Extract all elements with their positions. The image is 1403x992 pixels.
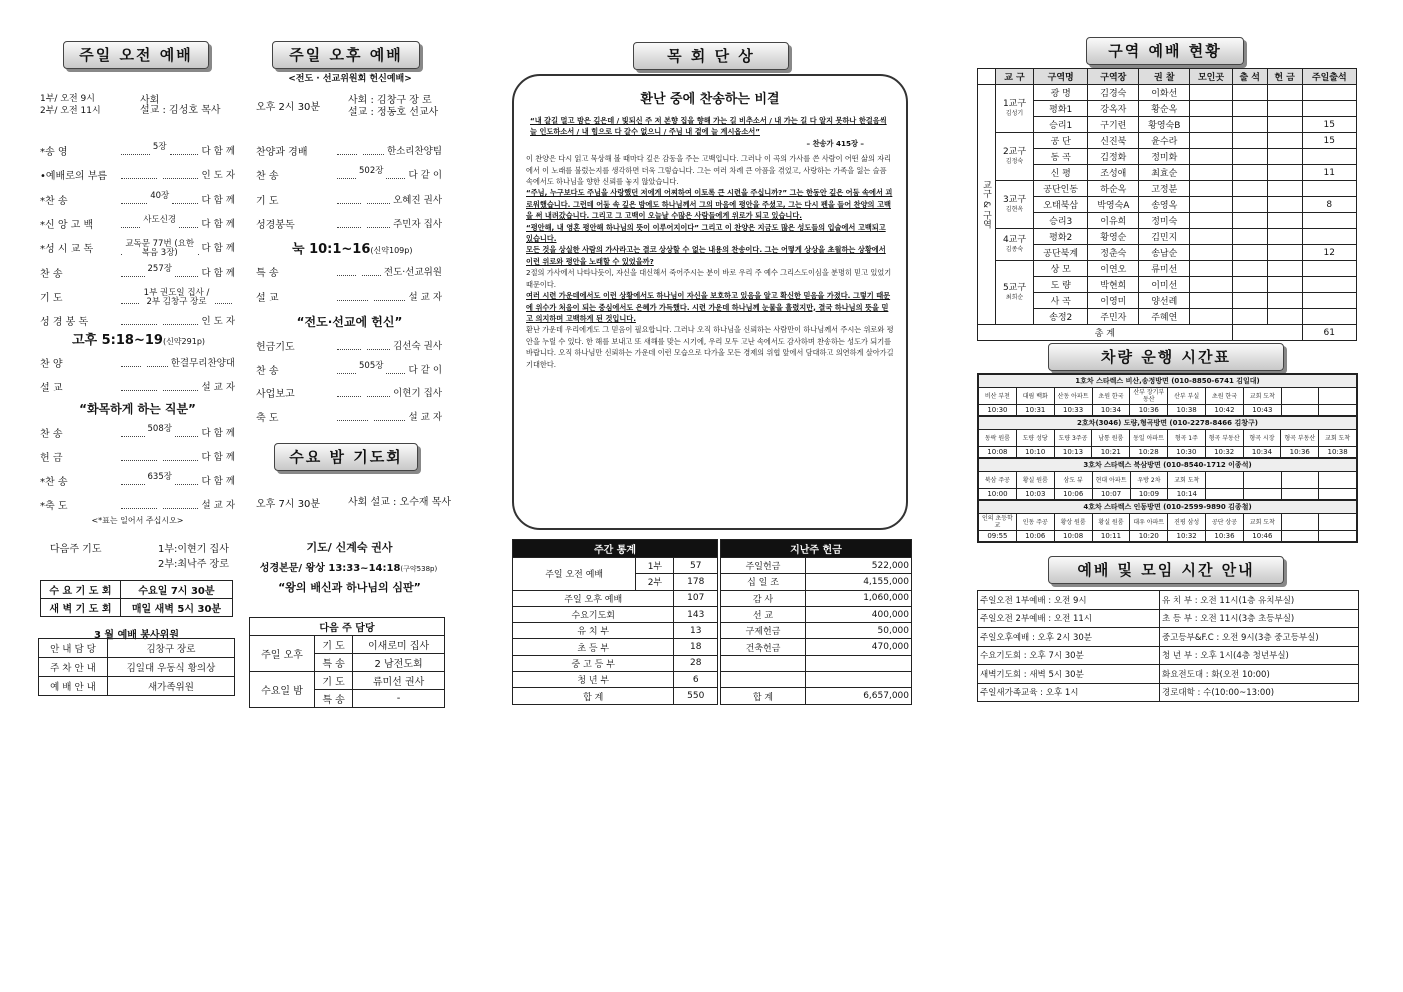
cell-group-row: 4교구 김종숙 평화2 황영순 김민지 [978,229,1357,245]
service-item: 특 송 전도·선교위원 [256,264,442,279]
service-item: *찬 송 635장 다 함 께 [40,472,236,488]
next-prayer-2: 2부:최낙주 장로 [158,559,229,570]
servants-table: 안 내 담 당 김창구 장로 주 차 안 내 김일대 우동식 황의상 예 배 안 내 새가족위원 [38,638,235,696]
service-time-2: 2부/ 오전 11시 [40,106,101,116]
sermon-paragraph-3: “평안해, 내 영혼 평안해 하나님의 뜻이 이루어지이다” 그리고 이 찬양은 지금도 많은 성도들의 입술에서 고백되고 있습니다. [526,222,886,244]
afternoon-leader: 사회 : 김창구 장 로 [348,95,432,106]
service-item: 축 도 설 교 자 [256,409,442,424]
afternoon-subtitle: <전도 · 선교위원회 헌신예배> [288,74,412,84]
afternoon-service-header: 주일 오후 예배 [272,41,420,69]
servants-title: 3 월 예배 봉사위원 [93,630,180,641]
cell-group-row: 2교구 김정숙 공 단 신진북 윤수라 15 [978,133,1357,149]
offering-row: 합 계 6,657,000 [721,688,912,704]
cell-group-row: 신 평 조성애 최효순 11 [978,165,1357,181]
afternoon-preacher: 설교 : 정동호 선교사 [348,107,439,118]
service-item: *축 도 설 교 자 [40,497,235,512]
afternoon-scripture: 눅 10:1~16(신약109p) [292,242,413,257]
wed-leader: 사회 설교 : 오수재 목사 [348,497,452,508]
cell-group-row: 승리1 구기련 황영숙B 15 [978,117,1357,133]
offering-row: 감 사 1,060,000 [721,590,912,606]
service-item: •예배로의 부름 인 도 자 [40,167,235,182]
cell-group-row: 승리3 이유희 정미숙 [978,213,1357,229]
bus-schedule [977,373,1358,543]
cell-group-table: 교 구 구역명 구역장 권 찰 모인곳 출 석 헌 금 주일출석 교구 & 구역 1교구 김성기 광 명 김경숙 이화선 평화1 강옥자 황순옥 승리1 구기련 황영숙B 15 2교구 김정숙 공 단 신진북 윤수라 15 동 곡 김정화 정미화 신 평 조성애 최효순 11 3교구 김현옥 공단인동 하순옥 고정분 오태북삼 박영숙A 송영옥 8 승리3 이유희 정미숙 4교구 김종숙 평화2 황영순 김민지 공단북계 정춘숙 송남순 12 5교구 최희순 상 모 이연오 류미선 도 량 박현희 이미선 사 곡 이영미 양선례 송정2 주민자 주혜연 총 계 61 [977,68,1357,341]
wed-prayer: 기도/ 신계숙 권사 [306,541,393,554]
sermon-paragraph-6: 여러 시련 가운데에서도 이런 상황에서도 하나님이 자신을 보호하고 있음을 알고 확신한 믿음을 가졌다. 그렇기 때문에 위수가 처음이 되는 중심에서도 은혜가 가득했다. 시련 가운데 하나님께 눈물을 흘렸지만, 결국 하나님의 뜻을 믿고 의지하며 고백하게 된 것입니다. [526,291,891,323]
cell-group-row: 송정2 주민자 주혜연 [978,309,1357,325]
bus-route: 2호차(3046) 도량,형곡방면 (010-2278-8466 김창구) 동락 원룸 도량 성당 도량 3주공 남통 원룸 동일 아파트 형곡 1주 형곡 부동산 형곡 시장 형곡 부동산 교회 도착 10:08 10:10 10:13 10:21 10:28 10:30 10:32 10:34 10:36 10:38 [978,416,1357,458]
bus-route: 3호차 스타렉스 북삼방면 (010-8540-1712 이종석) 북삼 주공 황실 원룸 삼도 뷰 현대 아파트 우방 2차 교회 도착 10:00 10:03 10:06 10:07 10:09 10:14 [978,458,1357,500]
pastor-column-box [512,74,908,530]
stats-row: 합 계 550 [513,688,718,704]
next-week-table: 다음 주 담당 주일 오후 기 도 이새로미 집사 특 송 2 남전도회 수요일 밤 기 도 류미선 권사 특 송 - [249,617,445,708]
cell-group-row: 오태북삼 박영숙A 송영옥 8 [978,197,1357,213]
stats-row: 초 등 부 18 [513,639,718,655]
service-item: *찬 송 40장 다 함 께 [40,190,236,207]
stats-row: 2부 178 [513,574,718,590]
cell-group-row: 교구 & 구역 1교구 김성기 광 명 김경숙 이화선 [978,85,1357,101]
cell-group-row: 평화1 강옥자 황순옥 [978,101,1357,117]
bus-route: 4호차 스타렉스 인동방면 (010-2599-9890 김종철) 인의 초등학교 인동 주공 황상 원룸 황실 원룸 대우 아파트 진평 삼성 공단 상공 교회 도착 09:55 10:06 10:08 10:11 10:20 10:32 10:36 10:46 [978,500,1357,542]
service-item: 성 경 봉 독 인 도 자 [40,313,235,328]
morning-service-header: 주일 오전 예배 [63,41,209,69]
sermon-heading: 환난 중에 찬송하는 비결 [640,92,780,107]
preacher-line: 설교 : 김성호 목사 [140,105,221,116]
service-item: 찬 송 257장 다 함 께 [40,263,236,280]
sermon-paragraph-5: 2절의 가사에서 나타나듯이, 자신을 대신해서 죽어주시는 분이 바로 우리 주 예수 그리스도이심을 분명히 믿고 있었기 때문이다. [526,268,892,289]
service-item: 찬 송 505장 다 같 이 [256,360,443,377]
offering-row [721,655,912,671]
next-prayer-label: 다음주 기도 [50,544,102,555]
service-item: 설 교 설 교 자 [256,289,442,304]
offering-row: 구제헌금 50,000 [721,623,912,639]
offering-row [721,672,912,688]
meeting-row: 주일오전 2부예배 : 오전 11시 초 등 부 : 오전 11시(3층 초등부실) [978,609,1359,628]
offering-table: 지난주 헌금 주일헌금 522,000 십 일 조 4,155,000 감 사 1,060,000 선 교 400,000 구제헌금 50,000 건축헌금 470,000 합 계 6,657,000 [720,539,912,705]
cell-group-row: 도 량 박현희 이미선 [978,277,1357,293]
service-item: 기 도 1부 권도일 집사 / 2부 김창구 장로 [40,289,235,307]
service-item: 성경봉독 주민자 집사 [256,216,442,231]
offering-row: 주일헌금 522,000 [721,558,912,574]
wed-sermon: “왕의 배신과 하나님의 심판” [278,581,421,594]
cell-group-row: 사 곡 이영미 양선례 [978,293,1357,309]
sermon-paragraph-7: 환난 가운데 우리에게도 그 믿음이 필요합니다. 그러나 오직 하나님을 신뢰하는 사람만이 하나님께서 주시는 위로와 평안을 누릴 수 있다. 한 해를 보내고 또 새해를 맞는 시기에, 우리 모두 고난 속에서도 감사하며 찬송하는 성도가 되기를 바랍니다. 오직 하나님만 신뢰하는 가운데 이런 모습으로 다가올 모든 경제의 위협 앞에서 담대하고 의연하게 살아가길 기대한다. [526,325,894,369]
service-item: *성 시 교 독 교독문 77번 (요한복음 3장) 다 함 께 [40,239,236,259]
service-item: 찬 송 502장 다 같 이 [256,166,443,183]
morning-scripture: 고후 5:18~19(신약291p) [72,333,206,348]
meeting-row: 수요기도회 : 오후 7시 30분 청 년 부 : 오후 1시(4층 청년부실) [978,646,1359,665]
cell-group-row: 3교구 김현옥 공단인동 하순옥 고정분 [978,181,1357,197]
service-item: 헌 금 다 함 께 [40,449,235,464]
sermon-paragraph-1: 이 찬양은 다시 읽고 묵상해 볼 때마다 깊은 감동을 주는 고백입니다. 그러나 이 곡의 가사를 쓴 사람이 어떤 삶의 자리에서 이 노래를 불렀는지를 생각하면 더욱 그렇습니다. 그는 여러 차례 큰 아픔을 겪었고, 사랑하는 가족을 잃는 슬픔 속에서도 하나님을 향한 신뢰를 놓지 않았습니다. [526,154,892,187]
wed-scripture: 성경본문/ 왕상 13:33~14:18(구약538p) [259,563,438,574]
offering-row: 십 일 조 4,155,000 [721,574,912,590]
cell-group-row: 공단북계 정춘숙 송남순 12 [978,245,1357,261]
weekly-stats-table: 주간 통계 주일 오전 예배 1부 57 2부 178 주일 오후 예배 107 수요기도회 143 유 치 부 13 초 등 부 18 중 고 등 부 28 청 년 부 6 합 계 550 [512,539,718,705]
next-prayer-1: 1부:이현기 집사 [158,544,229,555]
wed-time: 오후 7시 30분 [256,499,321,510]
sermon-paragraph-4: 모든 것을 상실한 사람의 가사라고는 결코 상상할 수 없는 내용의 찬송이다. 그는 어떻게 상상을 초월하는 상황에서 이런 위로와 평안을 노래할 수 있었을까? [526,245,886,266]
leader-label: 사회 [140,95,160,106]
bus-schedule-header: 차량 운행 시간표 [1048,343,1284,371]
bus-route: 1호차 스타렉스 비산,송정방면 (010-8850-6741 김일대) 비산 부천 대림 백화 산동 아파트 초원 한국 산부 장기부동산 산부 부실 초원 한국 교회 도착 10:30 10:31 10:33 10:34 10:36 10:38 10:42 10:43 [978,374,1357,416]
meeting-row: 주일새가족교육 : 오후 1시 경로대학 : 수(10:00~13:00) [978,683,1359,702]
meeting-row: 새벽기도회 : 새벽 5시 30분 화요전도대 : 화(오전 10:00) [978,665,1359,684]
service-item: 찬 송 508장 다 함 께 [40,424,236,440]
sermon-paragraph-2: “주님, 누구보다도 주님을 사랑했던 저에게 어찌하여 이토록 큰 시련을 주십니까?” 그는 한동안 깊은 어둠 속에서 괴로워했습니다. 그런데 어둠 속 깊은 밤에도 하나님께서 그의 마음에 평안을 주셨고, 그는 다시 펜을 들어 찬양의 고백을 써 내려갔습니다. 그리고 그 고백이 오늘날 수많은 사람들에게 위로가 되고 있습니다. [526,188,893,221]
stats-row: 청 년 부 6 [513,672,718,688]
service-time-1: 1부/ 오전 9시 [40,94,95,104]
stats-row: 수요기도회 143 [513,606,718,622]
hymn-source: – 찬송가 415장 – [806,138,864,148]
service-item: *신 앙 고 백 사도신경 다 함 께 [40,214,235,231]
stats-row: 주일 오후 예배 107 [513,590,718,606]
stats-row: 주일 오전 예배 1부 57 [513,558,718,574]
meeting-row: 주일오후예배 : 오후 2시 30분 중고등부&F.C : 오전 9시(3층 중고등부실) [978,628,1359,647]
meeting-times-table [977,590,1359,702]
cell-group-row: 5교구 최희순 상 모 이연오 류미선 [978,261,1357,277]
service-item: 찬 양 한결무리찬양대 [40,355,235,370]
stats-row: 중 고 등 부 28 [513,655,718,671]
pastor-column-header: 목 회 단 상 [633,42,789,70]
prayer-schedule-table: 수 요 기 도 회 수요일 7시 30분 새 벽 기 도 회 매일 새벽 5시 30분 [40,580,233,617]
afternoon-sermon-title: “전도·선교에 헌신” [296,315,403,329]
service-item: 헌금기도 김선숙 권사 [256,338,442,353]
cell-group-total: 총 계 61 [978,325,1357,341]
service-item: *송 영 5장 다 함 께 [40,142,236,158]
cell-group-row: 동 곡 김정화 정미화 [978,149,1357,165]
offering-row: 건축헌금 470,000 [721,639,912,655]
hymn-lines: “내 갈길 멀고 밤은 깊은데 / 빛되신 주 저 본향 집을 향해 가는 길 비추소서 / 내 가는 길 다 알지 못하나 한걸음씩 늘 인도하소서 / 내 힘으로 다 갈수 없으니 / 주님 내 곁에 늘 계시옵소서” [530,116,887,137]
offering-row: 선 교 400,000 [721,606,912,622]
meeting-times-header: 예배 및 모임 시간 안내 [1048,556,1284,584]
cell-group-header: 구역 예배 현황 [1086,37,1244,65]
wednesday-header: 수요 밤 기도회 [274,443,418,471]
afternoon-time: 오후 2시 30분 [256,102,321,113]
service-item: 설 교 설 교 자 [40,379,235,394]
stand-note: <*표는 일어서 주십시오> [91,516,184,525]
stats-row: 유 치 부 13 [513,623,718,639]
morning-sermon-title: “화목하게 하는 직분” [79,402,196,416]
meeting-row: 주일오전 1부예배 : 오전 9시 유 치 부 : 오전 11시(1층 유치부실) [978,591,1359,610]
service-item: 찬양과 경배 한소리찬양팀 [256,143,442,158]
service-item: 기 도 오혜진 권사 [256,192,442,207]
service-item: 사업보고 이현기 집사 [256,385,442,400]
